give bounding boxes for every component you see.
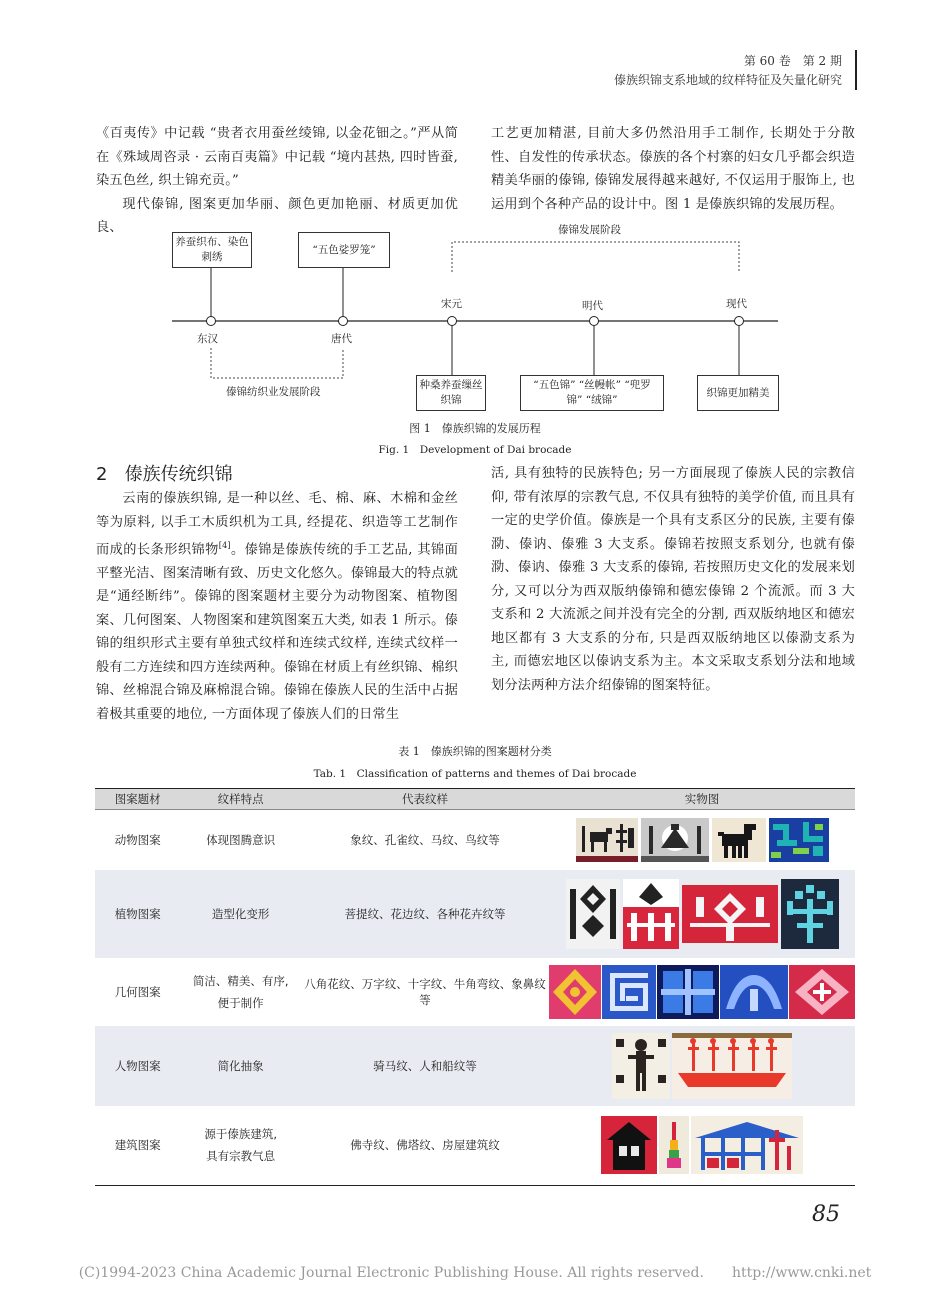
lotus-brocade-image bbox=[781, 879, 839, 949]
house-building-brocade-image bbox=[691, 1116, 803, 1174]
feature-cell: 简化抽象 bbox=[180, 1026, 301, 1106]
article-short-title: 傣族织锦支系地域的纹样特征及矢量化研究 bbox=[613, 73, 842, 87]
timeline-event-box: 养蚕织布、染色刺绣 bbox=[172, 232, 252, 268]
photo-cell bbox=[549, 1106, 855, 1186]
timeline-event-box: “五色娑罗笼” bbox=[298, 232, 390, 268]
running-header bbox=[614, 52, 842, 90]
theme-cell: 建筑图案 bbox=[95, 1106, 180, 1186]
timeline-event-box: 种桑养蚕缫丝织锦 bbox=[416, 375, 486, 411]
column-header: 图案题材 bbox=[95, 789, 180, 810]
photo-cell bbox=[549, 810, 855, 870]
column-header: 代表纹样 bbox=[301, 789, 549, 810]
figure-caption-en: Fig. 1 Development of Dai brocade bbox=[378, 444, 572, 456]
timeline-event-box: “五色锦” “丝幔帐” “兜罗锦” “绒锦” bbox=[520, 375, 664, 411]
people-and-boat-brocade-image bbox=[672, 1033, 792, 1099]
paragraph: 现代傣锦, 图案更加华丽、颜色更加艳丽、材质更加优良、 bbox=[96, 196, 458, 235]
patterns-cell: 象纹、孔雀纹、马纹、鸟纹等 bbox=[350, 832, 500, 847]
table-row bbox=[95, 1026, 855, 1106]
feature-cell: 造型化变形 bbox=[180, 870, 301, 958]
table-header-row bbox=[95, 789, 855, 810]
feature-cell: 简洁、精美、有序, 便于制作 bbox=[192, 973, 289, 1010]
photo-cell bbox=[549, 870, 855, 958]
stage-label: 傣锦纺织业发展阶段 bbox=[226, 386, 321, 398]
pagoda-brocade-image bbox=[659, 1116, 689, 1174]
period-label: 宋元 bbox=[441, 298, 462, 310]
table-row bbox=[95, 958, 855, 1026]
theme-cell: 动物图案 bbox=[114, 832, 161, 847]
octagonal-flower-brocade-image bbox=[549, 965, 601, 1019]
horse-brocade-image bbox=[712, 818, 766, 862]
table-caption-en: Tab. 1 Classification of patterns and themes of Dai brocade bbox=[313, 768, 637, 780]
photo-cell bbox=[549, 958, 855, 1026]
period-label: 东汉 bbox=[197, 333, 218, 345]
temple-brocade-image bbox=[601, 1116, 657, 1174]
citation: [4] bbox=[218, 541, 231, 550]
left-body-text: 云南的傣族织锦, 是一种以丝、毛、棉、麻、木棉和金丝等为原料, 以手工木质织机为工具, 经提花、织造等工艺制作而成的长条形织锦物[4]。傣锦是傣族传统的手工艺品, 其锦面平整光洁、图案清晰有致、历史文化悠久。傣锦最大的特点就是“通经断纬”。傣锦的图案题材主要分为动物图案、植物图案、几何图案、人物图案和建筑图案五大类, 如表 1 所示。傣锦的组织形式主要有单独式纹样和连续式纹样, 连续式纹样一般有二方连续和四方连续两种。傣锦在材质上有丝织锦、棉织锦、丝棉混合锦及麻棉混合锦。傣锦在傣族人民的生活中占据着极其重要的地位, 一方面体现了傣族人们的日常生 bbox=[96, 491, 458, 722]
section-title: 傣族传统织锦 bbox=[124, 464, 233, 485]
flower-brocade-image bbox=[623, 879, 679, 949]
stage-label: 傣锦发展阶段 bbox=[558, 224, 621, 236]
patterns-cell: 八角花纹、万字纹、十字纹、牛角弯纹、象鼻纹等 bbox=[304, 976, 546, 1007]
feature-cell: 源于傣族建筑, 具有宗教气息 bbox=[180, 1106, 301, 1186]
section-heading bbox=[96, 460, 233, 486]
journal-issue: 第 60 卷 第 2 期 bbox=[743, 54, 842, 68]
period-label: 明代 bbox=[582, 300, 603, 312]
patterns-cell: 佛寺纹、佛塔纹、房屋建筑纹 bbox=[301, 1106, 549, 1186]
right-body-text bbox=[491, 462, 855, 697]
theme-cell: 植物图案 bbox=[95, 870, 180, 958]
copyright-footer: (C)1994-2023 China Academic Journal Electronic Publishing House. All rights reserved. http://www.cnki.net bbox=[78, 1265, 872, 1281]
header-rule bbox=[855, 50, 857, 90]
horn-bend-brocade-image bbox=[720, 965, 788, 1019]
photo-cell bbox=[549, 1026, 855, 1106]
table-caption-cn: 表 1 傣族织锦的图案题材分类 bbox=[398, 745, 552, 758]
horseman-brocade-image bbox=[612, 1033, 670, 1099]
figure-caption-cn: 图 1 傣族织锦的发展历程 bbox=[409, 422, 541, 435]
timeline-figure bbox=[0, 220, 950, 420]
timeline-event-box: 织锦更加精美 bbox=[697, 375, 779, 411]
period-label: 现代 bbox=[726, 298, 747, 310]
bird-brocade-image bbox=[769, 818, 829, 862]
patterns-cell: 菩提纹、花边纹、各种花卉纹等 bbox=[301, 870, 549, 958]
bodhi-brocade-image bbox=[566, 879, 620, 949]
swastika-brocade-image bbox=[602, 965, 656, 1019]
right-top-text bbox=[491, 122, 855, 216]
column-header: 实物图 bbox=[549, 789, 855, 810]
section-number: 2 bbox=[96, 464, 108, 485]
table-row bbox=[95, 1106, 855, 1186]
elephant-brocade-image bbox=[576, 818, 638, 862]
table-row bbox=[95, 870, 855, 958]
cross-brocade-image bbox=[657, 965, 719, 1019]
peacock-brocade-image bbox=[641, 818, 709, 862]
paragraph: 《百夷传》中记载 “贵者衣用蚕丝绫锦, 以金花钿之。”严从简在《殊域周咨录 · 云南百夷篇》中记载 “境内甚热, 四时皆蚕, 染五色丝, 织土锦充贡。” bbox=[96, 126, 458, 188]
theme-cell: 人物图案 bbox=[95, 1026, 180, 1106]
paragraph: 活, 具有独特的民族特色; 另一方面展现了傣族人民的宗教信仰, 带有浓厚的宗教气息, 不仅具有独特的美学价值, 而且具有一定的史学价值。傣族是一个具有支系区分的民族, 主要有傣泐、傣讷、傣雅 3 大支系。傣锦若按照支系划分, 也就有傣泐、傣讷、傣雅 3 大支系的傣锦, 若按照历史文化的发展来划分, 又可以分为西双版纳傣锦和德宏傣锦 2 个流派。而 3 大支系和 2 大流派之间并没有完全的分割, 西双版纳地区和德宏地区都有 3 大支系的分布, 只是西双版纳地区以傣泐支系为主, 而德宏地区以傣讷支系为主。本文采取支系划分法和地域划分法两种方法介绍傣锦的图案特征。 bbox=[491, 466, 855, 693]
floral-band-brocade-image bbox=[682, 879, 778, 949]
paragraph: 工艺更加精湛, 目前大多仍然沿用手工制作, 长期处于分散性、自发性的传承状态。傣族的各个村寨的妇女几乎都会织造精美华丽的傣锦, 傣锦发展得越来越好, 不仅运用于服饰上, 也运用到个各种产品的设计中。图 1 是傣族织锦的发展历程。 bbox=[491, 126, 855, 212]
elephant-trunk-brocade-image bbox=[789, 965, 855, 1019]
table-row bbox=[95, 810, 855, 870]
period-label: 唐代 bbox=[331, 333, 352, 345]
feature-cell: 体现图腾意识 bbox=[206, 832, 276, 847]
column-header: 纹样特点 bbox=[180, 789, 301, 810]
theme-cell: 几何图案 bbox=[114, 984, 161, 999]
patterns-cell: 骑马纹、人和船纹等 bbox=[301, 1026, 549, 1106]
page-number: 85 bbox=[812, 1202, 840, 1227]
pattern-table bbox=[95, 788, 855, 1186]
